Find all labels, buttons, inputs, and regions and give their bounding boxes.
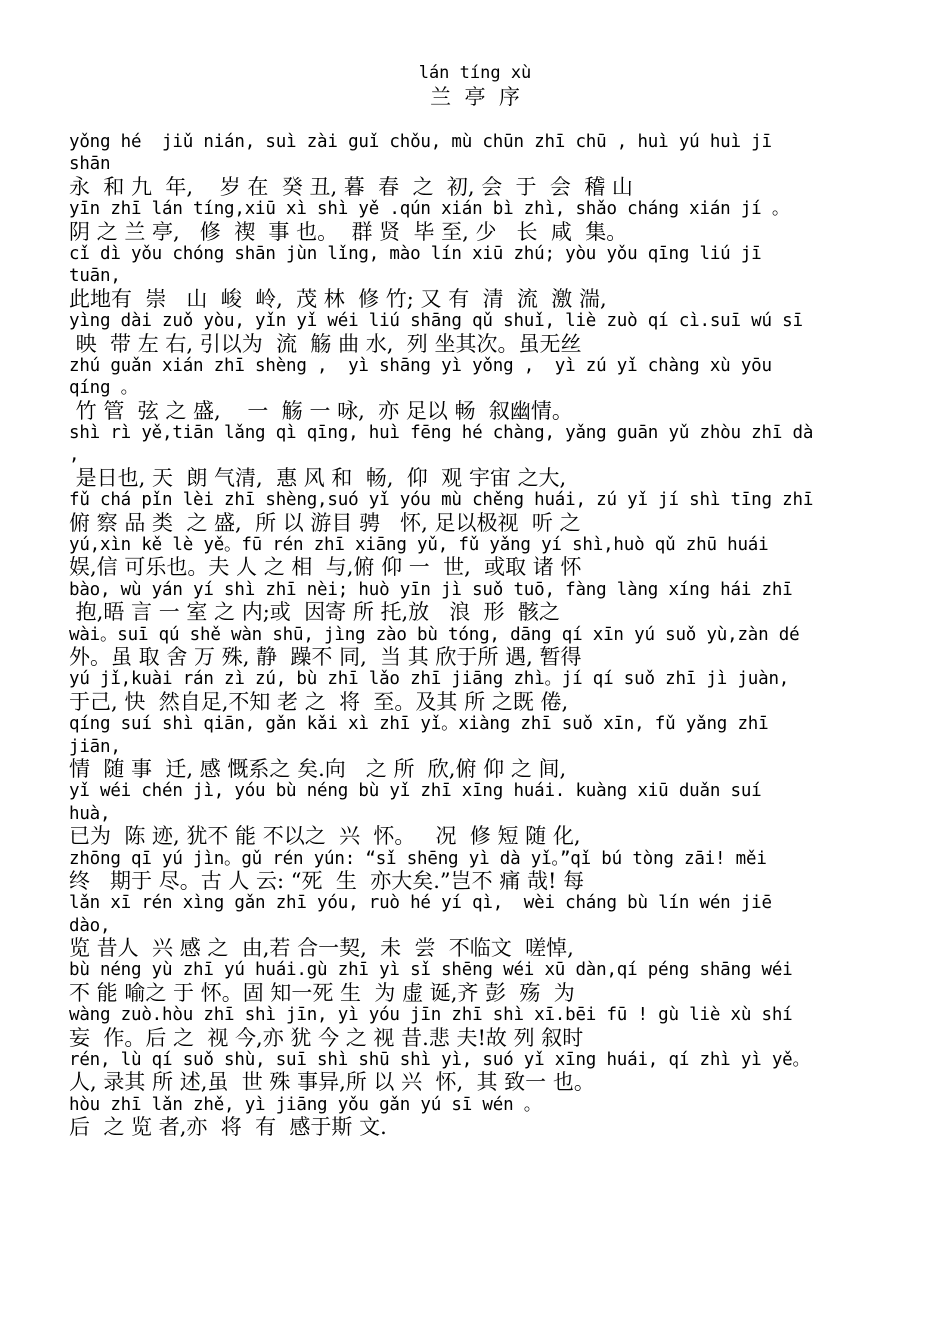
pinyin-text-line: fǔ chá pǐn lèi zhī shèng,suó yǐ yóu mù chěng huái, zú yǐ jí shì tīng zhī (69, 490, 814, 511)
pinyin-text-line: shì rì yě,tiān lǎng qì qīng, huì fēng hé chàng, yǎng guān yǔ zhòu zhī dà (69, 423, 814, 444)
chinese-text-line: 俯 察 品 类 之 盛, 所 以 游目 骋 怀, 足以极视 听 之 (69, 511, 581, 535)
text-body (69, 131, 881, 1139)
chinese-text-line: 娱,信 可乐也。夫 人 之 相 与,俯 仰 一 世, 或取 诸 怀 (69, 556, 582, 579)
pinyin-text-line: yǒng hé jiǔ nián, suì zài guǐ chǒu, mù chūn zhī chū , huì yú huì jī (69, 132, 772, 152)
chinese-text-line: 妄 作。后 之 视 今,亦 犹 今 之 视 昔.悲 夫!故 列 叙时 (69, 1026, 584, 1050)
chinese-text-line: 于己, 快 然自足,不知 老 之 将 至。及其 所 之既 倦, (69, 690, 569, 714)
chinese-text-line: 抱,晤 言 一 室 之 内;或 因寄 所 托,放 浪 形 骸之 (69, 601, 560, 624)
title-pinyin: lán tíng xù (418, 63, 532, 83)
pinyin-text-line: wài。suī qú shě wàn shū, jìng zào bù tóng, dāng qí xīn yú suǒ yù,zàn dé (69, 624, 800, 645)
chinese-text-line: 已为 陈 迹, 犹不 能 不以之 兴 怀。 况 修 短 随 化, (69, 825, 581, 848)
pinyin-text-line: , (69, 445, 80, 466)
pinyin-text-line: lǎn xī rén xìng gǎn zhī yóu, ruò hé yí qì, wèi cháng bù lín wén jiē (69, 893, 772, 914)
pinyin-text-line: bào, wù yán yí shì zhī nèi; huò yīn jì suǒ tuō, fàng làng xíng hái zhī (69, 579, 793, 600)
chinese-text-line: 映 带 左 右, 引以为 流 觞 曲 水, 列 坐其次。虽无丝 (69, 332, 582, 355)
pinyin-text-line: huà, (69, 803, 111, 824)
chinese-text-line: 阴 之 兰 亭, 修 禊 事 也。 群 贤 毕 至, 少 长 咸 集。 (69, 220, 628, 243)
pinyin-text-line: qíng 。 (69, 378, 138, 399)
pinyin-text-line: hòu zhī lǎn zhě, yì jiāng yǒu gǎn yú sī wén 。 (69, 1094, 542, 1115)
chinese-text-line: 后 之 览 者,亦 将 有 感于斯 文. (69, 1116, 387, 1139)
pinyin-text-line: yìng dài zuǒ yòu, yǐn yǐ wéi liú shāng qǔ shuǐ, liè zuò qí cì.suī wú sī (69, 311, 803, 332)
pinyin-text-line: yīn zhī lán tíng,xiū xì shì yě .qún xián bì zhì, shǎo cháng xián jí 。 (69, 199, 790, 220)
chinese-text-line: 外。虽 取 舍 万 殊, 静 躁不 同, 当 其 欣于所 遇, 暂得 (69, 645, 582, 669)
pinyin-text-line: dào, (69, 915, 111, 936)
pinyin-text-line: zhú guǎn xián zhī shèng , yì shāng yì yǒng , yì zú yǐ chàng xù yōu (69, 355, 772, 376)
title-chinese: 兰 亭 序 (430, 85, 520, 109)
chinese-text-line: 永 和 九 年, 岁 在 癸 丑, 暮 春 之 初, 会 于 会 稽 山 (69, 175, 633, 199)
chinese-text-line: 不 能 喻之 于 怀。固 知一死 生 为 虚 诞,齐 彭 殇 为 (69, 981, 575, 1005)
pinyin-text-line: tuān, (69, 266, 121, 287)
chinese-text-line: 竹 管 弦 之 盛, 一 觞 一 咏, 亦 足以 畅 叙幽情。 (69, 399, 573, 423)
pinyin-text-line: rén, lù qí suǒ shù, suī shì shū shì yì, suó yǐ xīng huái, qí zhì yì yě。 (69, 1050, 810, 1071)
pinyin-text-line: cǐ dì yǒu chóng shān jùn lǐng, mào lín xiū zhú; yòu yǒu qīng liú jī (69, 243, 762, 264)
pinyin-text-line: jiān, (69, 736, 121, 757)
chinese-text-line: 人, 录其 所 述,虽 世 殊 事异,所 以 兴 怀, 其 致一 也。 (69, 1071, 595, 1094)
pinyin-text-line: wàng zuò.hòu zhī shì jīn, yì yóu jīn zhī shì xī.bēi fū ! gù liè xù shí (69, 1005, 793, 1026)
chinese-text-line: 是日也, 天 朗 气清, 惠 风 和 畅, 仰 观 宇宙 之大, (69, 466, 567, 490)
pinyin-text-line: yú jǐ,kuài rán zì zú, bù zhī lǎo zhī jiāng zhì。jí qí suǒ zhī jì juàn, (69, 669, 790, 690)
pinyin-text-line: bù néng yù zhī yú huái.gù zhī yì sǐ shēng wéi xū dàn,qí péng shāng wéi (69, 960, 793, 981)
pinyin-text-line: yú,xìn kě lè yě。fū rén zhī xiāng yǔ, fǔ yǎng yí shì,huò qǔ zhū huái (69, 535, 769, 556)
chinese-text-line: 终 期于 尽。古 人 云: “死 生 亦大矣.”岂不 痛 哉! 每 (69, 869, 585, 893)
pinyin-text-line: zhōng qī yú jìn。gǔ rén yún: “sǐ shēng yì dà yǐ。”qǐ bú tòng zāi! měi (69, 848, 767, 869)
pinyin-text-line: qíng suí shì qiān, gǎn kǎi xì zhī yǐ。xiàng zhī suǒ xīn, fǔ yǎng zhī (69, 714, 769, 735)
pinyin-text-line: yǐ wéi chén jì, yóu bù néng bù yǐ zhī xīng huái. kuàng xiū duǎn suí (69, 781, 762, 802)
title-block (0, 62, 950, 110)
chinese-text-line: 此地有 崇 山 峻 岭, 茂 林 修 竹; 又 有 清 流 激 湍, (69, 287, 607, 311)
chinese-text-line: 情 随 事 迁, 感 慨系之 矣.向 之 所 欣,俯 仰 之 间, (69, 757, 567, 781)
chinese-text-line: 览 昔人 兴 感 之 由,若 合一契, 未 尝 不临文 嗟悼, (69, 937, 574, 960)
pinyin-text-line: shān (69, 154, 111, 175)
